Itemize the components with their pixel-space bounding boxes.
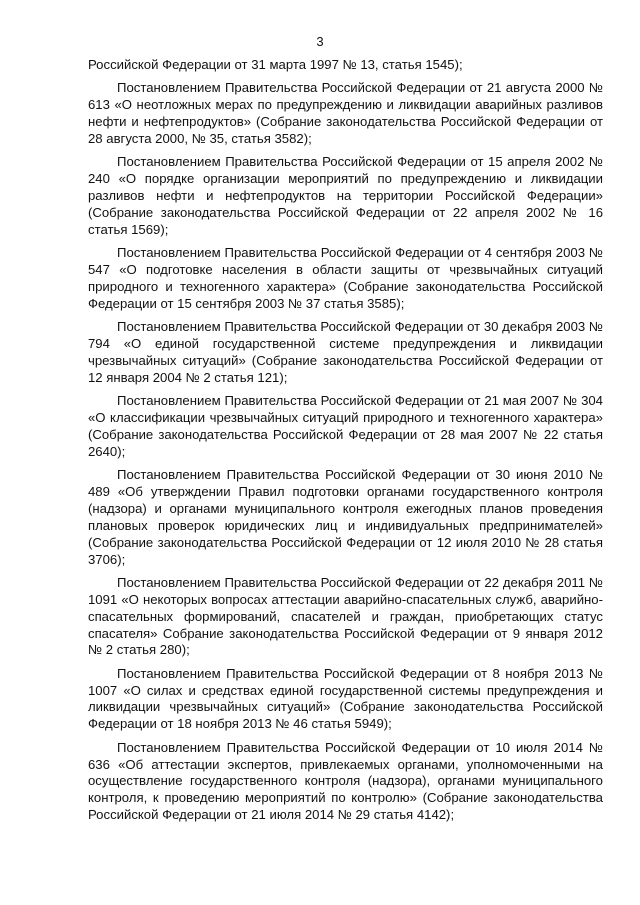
- paragraph-decree-240: Постановлением Правительства Российской Федерации от 15 апреля 2002 № 240 «О порядке организации мероприятий по предупреждению и ликвидации разливов нефти и нефтепродуктов на территории Российской Федерации» (Собрание законодательства Российской Федерации от 22 апреля 2002 № 16 статья 1569);: [88, 154, 603, 237]
- paragraph-decree-304: Постановлением Правительства Российской Федерации от 21 мая 2007 № 304 «О классификации чрезвычайных ситуаций природного и техногенного характера» (Собрание законодательства Российской Федерации от 28 мая 2007 № 22 статья 2640);: [88, 393, 603, 459]
- paragraph-decree-1091: Постановлением Правительства Российской Федерации от 22 декабря 2011 № 1091 «О некоторых вопросах аттестации аварийно-спасательных служб, аварийно-спасательных формирований, спасателей и граждан, приобретающих статус спасателя» Собрание законодательства Российской Федерации от 9 января 2012 № 2 статья 280);: [88, 574, 603, 658]
- paragraph-decree-1007: Постановлением Правительства Российской Федерации от 8 ноября 2013 № 1007 «О силах и средствах единой государственной системы предупреждения и ликвидации чрезвычайных ситуаций» (Собрание законодательства Российской Федерации от 18 ноября 2013 № 46 статья 5949);: [88, 665, 603, 732]
- paragraph-decree-489: Постановлением Правительства Российской Федерации от 30 июня 2010 № 489 «Об утверждении Правил подготовки органами государственного контроля (надзора) и органами муниципального контроля ежегодных планов проведения плановых проверок юридических лиц и индивидуальных предпринимателей» (Собрание законодательства Российской Федерации от 12 июля 2010 № 28 статья 3706);: [88, 467, 603, 567]
- paragraph-decree-794: Постановлением Правительства Российской Федерации от 30 декабря 2003 № 794 «О единой государственной системе предупреждения и ликвидации чрезвычайных ситуаций» (Собрание законодательства Российской Федерации от 12 января 2004 № 2 статья 121);: [88, 319, 603, 385]
- paragraph-continuation: Российской Федерации от 31 марта 1997 № 13, статья 1545);: [88, 57, 463, 72]
- paragraph-decree-547: Постановлением Правительства Российской Федерации от 4 сентября 2003 № 547 «О подготовке населения в области защиты от чрезвычайных ситуаций природного и техногенного характера» (Собрание законодательства Российской Федерации от 15 сентября 2003 № 37 статья 3585);: [88, 245, 603, 311]
- paragraph-decree-636: Постановлением Правительства Российской Федерации от 10 июля 2014 № 636 «Об аттестации экспертов, привлекаемых органами, уполномоченными на осуществление государственного контроля (надзора), органами муниципального контроля, к проведению мероприятий по контролю» (Собрание законодательства Российской Федерации от 21 июля 2014 № 29 статья 4142);: [88, 739, 603, 823]
- document-body: [88, 57, 603, 831]
- paragraph-decree-613: Постановлением Правительства Российской Федерации от 21 августа 2000 № 613 «О неотложных мерах по предупреждению и ликвидации аварийных разливов нефти и нефтепродуктов» (Собрание законодательства Российской Федерации от 28 августа 2000, № 35, статья 3582);: [88, 80, 603, 146]
- page-number: 3: [316, 34, 324, 49]
